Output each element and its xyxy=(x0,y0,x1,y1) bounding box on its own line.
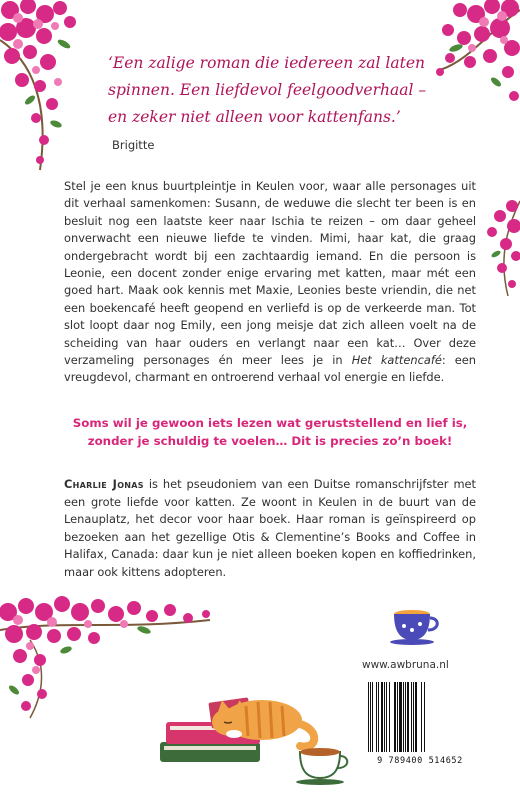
author-bio-text: is het pseudoniem van een Duitse romanschrijfster met een grote liefde voor katten. Ze woont in Keulen in de buurt van de Lenauplatz, het decor voor haar boek. Haar roman is geïnspireerd op bezoeken aan het gezellige Otis & Clementine’s Books and Coffee in Halifax, Canada: daar kun je niet alleen boeken kopen en koffiedrinken, maar ook kittens adopteren. xyxy=(64,477,477,579)
quote-text: ‘Een zalige roman die iedereen zal laten spinnen. Een liefdevol feelgoodverhaal – en zeker niet alleen voor kattenfans.’ xyxy=(108,54,427,126)
isbn-barcode xyxy=(364,678,474,778)
barcode-bars xyxy=(368,682,472,752)
author-name: Charlie Jonas xyxy=(64,477,144,491)
barcode-digits: 9 789400 514652 xyxy=(377,756,463,766)
sleeping-cat-books-teacup-illustration xyxy=(150,660,350,794)
teacup-logo-icon xyxy=(384,604,444,650)
author-bio xyxy=(64,476,476,582)
highlight-tagline: Soms wil je gewoon iets lezen wat geruststellend en lief is, zonder je schuldig te voelen… Dit is precies zo’n boek! xyxy=(72,416,468,448)
quote-author: Brigitte xyxy=(112,138,155,152)
blurb-text-part2: : een vreugdevol, charmant en ontroerend verhaal vol energie en liefde. xyxy=(64,353,476,385)
bougainvillea-right-mid xyxy=(478,196,520,306)
book-title: Het kattencafé xyxy=(351,353,442,368)
blurb-text-part1: Stel je een knus buurtpleintje in Keulen voor, waar alle personages uit dit verhaal samenkomen: Susann, de weduwe die slecht ter been is en besluit nog een laatste keer naar Ischia te reizen – om daar geheel onverwacht een nieuwe liefde te vinden. Mimi, haar kat, die graag ondergebracht wordt bij een zachtaardig iemand. En die persoon is Leonie, een docent zonder enige ervaring met katten, maar mét een goed hart. Maak ook kennis met Maxie, Leonies beste vriendin, die net een boekencafé heeft geopend en verliefd is op de verkeerde man. Tot slot loopt daar nog Emily, een jong meisje dat zich alleen voelt na de scheiding van haar ouders en verlangt naar een kat… Over deze verzameling personages én meer lees je in xyxy=(64,179,476,368)
bougainvillea-top-left xyxy=(0,0,120,180)
review-quote xyxy=(108,50,448,159)
publisher-website: www.awbruna.nl xyxy=(362,659,449,671)
book-blurb xyxy=(64,178,476,387)
